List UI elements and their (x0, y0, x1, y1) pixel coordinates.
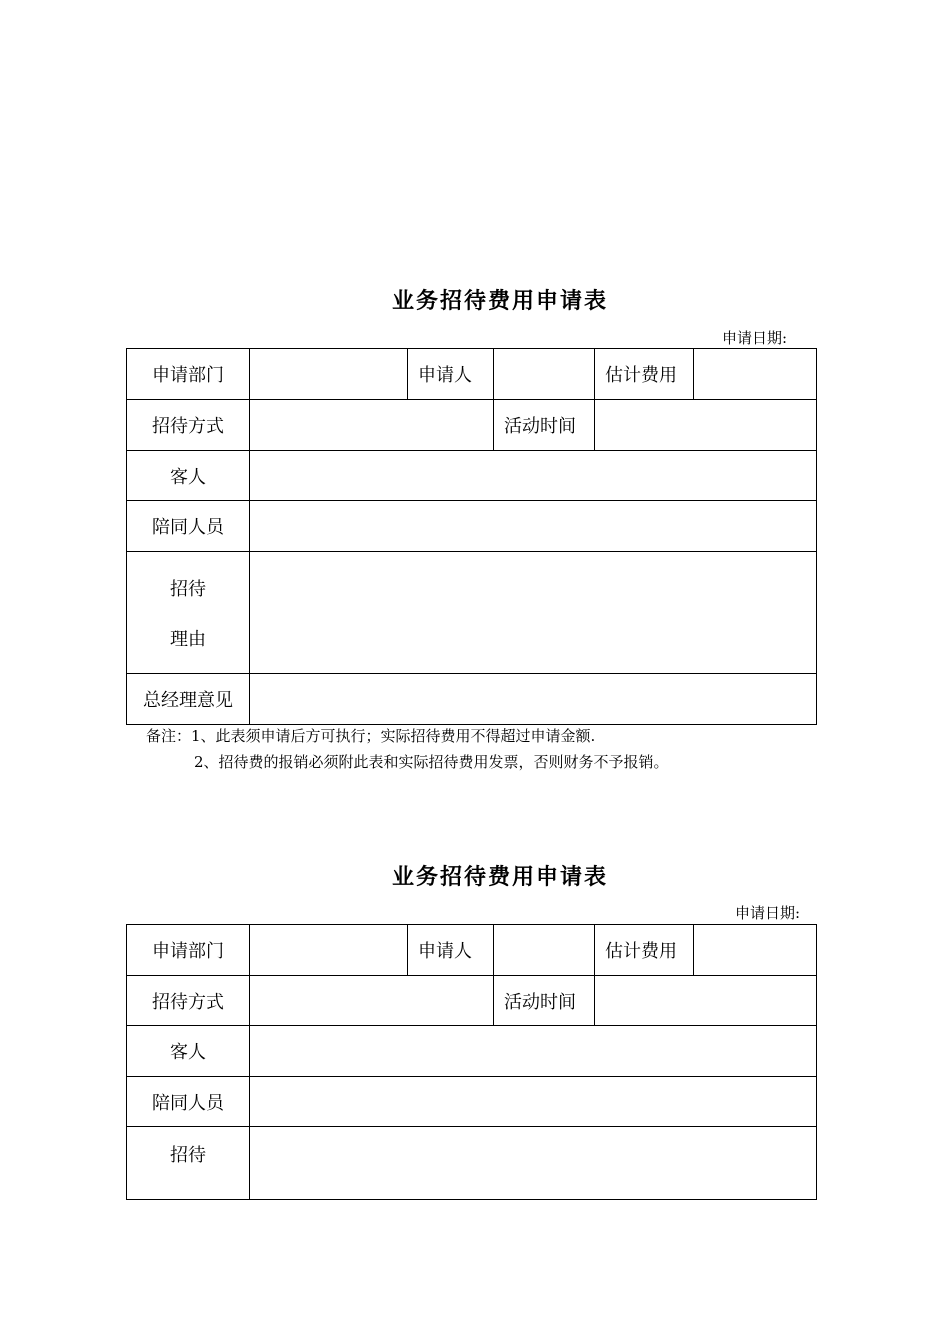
applicant-input[interactable] (494, 349, 595, 400)
estimate-input[interactable] (694, 349, 817, 400)
note-2: 2、招待费的报销必须附此表和实际招待费用发票，否则财务不予报销。 (194, 753, 669, 771)
reason-label (127, 1127, 250, 1200)
note-1: 备注：1、此表须申请后方可执行；实际招待费用不得超过申请金额. (146, 727, 596, 745)
reason-input[interactable] (250, 1127, 817, 1200)
estimate-label: 估计费用 (595, 349, 694, 400)
dept-label: 申请部门 (127, 925, 250, 976)
dept-input[interactable] (250, 925, 408, 976)
applicant-label: 申请人 (408, 925, 494, 976)
form2-date-label: 申请日期: (735, 904, 801, 922)
activity-time-input[interactable] (595, 400, 817, 451)
guest-label: 客人 (127, 451, 250, 501)
reason-label (127, 552, 250, 674)
activity-time-input[interactable] (595, 976, 817, 1026)
guest-input[interactable] (250, 451, 817, 501)
reason-label-line1: 招待 (170, 578, 206, 600)
accompany-input[interactable] (250, 1077, 817, 1127)
reason-label-line2: 理由 (170, 628, 206, 650)
applicant-label: 申请人 (408, 349, 494, 400)
form1-title: 业务招待费用申请表 (391, 288, 608, 314)
applicant-input[interactable] (494, 925, 595, 976)
method-label: 招待方式 (127, 976, 250, 1026)
notes (146, 723, 669, 775)
reason-input[interactable] (250, 552, 817, 674)
dept-label: 申请部门 (127, 349, 250, 400)
activity-time-label: 活动时间 (494, 400, 595, 451)
form2-table (126, 924, 817, 1200)
estimate-label: 估计费用 (595, 925, 694, 976)
gm-opinion-input[interactable] (250, 674, 817, 725)
dept-input[interactable] (250, 349, 408, 400)
activity-time-label: 活动时间 (494, 976, 595, 1026)
accompany-label: 陪同人员 (127, 1077, 250, 1127)
accompany-label: 陪同人员 (127, 501, 250, 552)
method-input[interactable] (250, 976, 494, 1026)
reason-label-line1: 招待 (170, 1145, 206, 1166)
form1-table (126, 348, 817, 725)
guest-label: 客人 (127, 1026, 250, 1077)
gm-opinion-label: 总经理意见 (127, 674, 250, 725)
method-label: 招待方式 (127, 400, 250, 451)
estimate-input[interactable] (694, 925, 817, 976)
guest-input[interactable] (250, 1026, 817, 1077)
accompany-input[interactable] (250, 501, 817, 552)
method-input[interactable] (250, 400, 494, 451)
form2-title: 业务招待费用申请表 (391, 864, 608, 890)
form1-date-label: 申请日期: (722, 329, 788, 347)
